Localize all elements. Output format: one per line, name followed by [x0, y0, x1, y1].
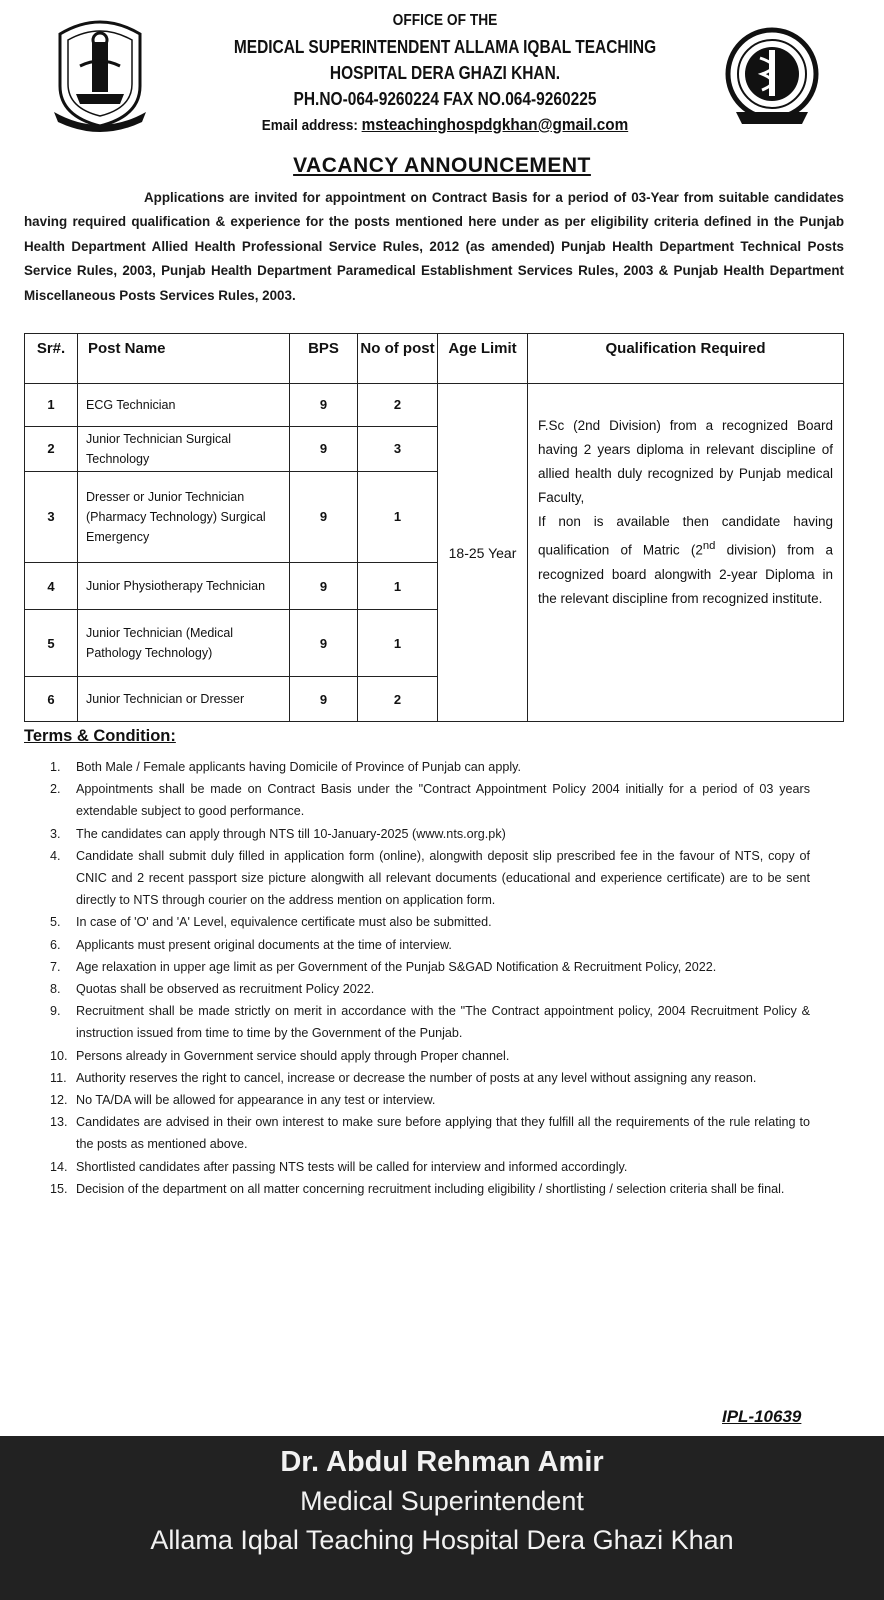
term-text: Appointments shall be made on Contract Basis under the "Contract Appointment Policy 2004 initially for a period of 03 years extendable subject to good performance. [76, 782, 810, 819]
ipl-reference: IPL-10639 [722, 1407, 802, 1426]
office-line: OFFICE OF THE [392, 12, 498, 29]
qualification-alt-text-b: division) from a recognized board alongwith 2-year Diploma in the relevant discipline from recognized institute. [538, 542, 834, 606]
cell-bps: 9 [290, 426, 358, 471]
intro-paragraph [24, 186, 844, 308]
office-name-line: MEDICAL SUPERINTENDENT ALLAMA IQBAL TEACHING [233, 37, 657, 57]
contact-numbers-line: PH.NO-064-9260224 FAX NO.064-9260225 [293, 89, 597, 109]
age-limit-text: 18-25 Year [448, 544, 517, 561]
term-item [50, 1067, 810, 1089]
header-no-of-post: No of post [358, 334, 438, 384]
term-text: Quotas shall be observed as recruitment Policy 2022. [76, 982, 375, 997]
terms-heading: Terms & Condition: [24, 727, 176, 745]
term-text: Candidate shall submit duly filled in application form (online), alongwith deposit slip prescribed fee in the favour of NTS, copy of CNIC and 2 recent passport size picture alongwith all relevant documents (educational and experience certificate) are to be sent directly to NTS through courier on the address mention on application form. [76, 848, 810, 908]
term-number: 15. [50, 1181, 68, 1196]
term-item [50, 956, 810, 978]
term-text: Persons already in Government service should apply through Proper channel. [76, 1048, 510, 1063]
intro-text: Applications are invited for appointment on Contract Basis for a period of 03-Year from suitable candidates having required qualification & experience for the posts mentioned here under as per eligibility criteria defined in the Punjab Health Department Allied Health Professional Service Rules, 2012 (as amended) Punjab Health Department Technical Posts Service Rules, 2003, Punjab Health Department Paramedical Establishment Services Rules, 2003 & Punjab Health Department Miscellaneous Posts Services Rules, 2003. [24, 190, 844, 303]
header-bps: BPS [290, 334, 358, 384]
qualification-alt-sup: nd [702, 540, 716, 552]
term-text: Age relaxation in upper age limit as per Government of the Punjab S&GAD Notification & Recruitment Policy, 2022. [76, 959, 717, 974]
term-text: Candidates are advised in their own interest to make sure before applying that they fulfill all the requirements of the rule relating to the posts as mentioned above. [76, 1115, 810, 1152]
signatory-organization: Allama Iqbal Teaching Hospital Dera Ghazi Khan [150, 1525, 734, 1555]
cell-count: 2 [358, 384, 438, 427]
signature-footer [0, 1436, 884, 1600]
term-item [50, 823, 810, 845]
cell-post-name: Junior Physiotherapy Technician [78, 563, 290, 610]
header-age-limit: Age Limit [438, 334, 528, 384]
term-item [50, 845, 810, 912]
cell-bps: 9 [290, 677, 358, 722]
term-text: Decision of the department on all matter concerning recruitment including eligibility / shortlisting / selection criteria shall be final. [76, 1181, 785, 1196]
cell-post-name: ECG Technician [78, 384, 290, 427]
cell-post-name: Junior Technician (Medical Pathology Technology) [78, 609, 290, 676]
header-qualification: Qualification Required [528, 334, 844, 384]
term-item [50, 1156, 810, 1178]
term-text: Recruitment shall be made strictly on merit in accordance with the "The Contract appointment policy, 2004 Recruitment Policy & instruction issued from time to time by the Government of the Punjab. [76, 1004, 810, 1041]
term-number: 13. [50, 1115, 68, 1130]
term-number: 6. [50, 937, 61, 952]
term-number: 11. [50, 1070, 67, 1085]
email-row [189, 112, 702, 139]
cell-sr: 3 [25, 471, 78, 563]
term-item [50, 778, 810, 822]
email-address: msteachinghospdgkhan@gmail.com [361, 115, 629, 134]
term-number: 4. [50, 848, 61, 863]
qualification-primary: F.Sc (2nd Division) from a recognized Board having 2 years diploma in relevant discipline of allied health duly recognized by Punjab medical Faculty, [538, 418, 833, 505]
term-number: 2. [50, 782, 61, 797]
term-item [50, 1178, 810, 1200]
posts-table [24, 333, 843, 722]
cell-age-limit [438, 384, 528, 722]
term-item [50, 1089, 810, 1111]
letterhead [0, 6, 884, 156]
term-number: 3. [50, 826, 61, 841]
term-number: 14. [50, 1159, 68, 1174]
header-post-name: Post Name [78, 334, 290, 384]
term-number: 12. [50, 1093, 68, 1108]
term-text: Authority reserves the right to cancel, increase or decrease the number of posts at any level without assigning any reason. [76, 1070, 757, 1085]
cell-post-name: Dresser or Junior Technician (Pharmacy Technology) Surgical Emergency [78, 471, 290, 563]
term-text: Both Male / Female applicants having Domicile of Province of Punjab can apply. [76, 760, 521, 774]
cell-post-name: Junior Technician or Dresser [78, 677, 290, 722]
signatory-designation: Medical Superintendent [300, 1486, 584, 1516]
letterhead-text [160, 8, 730, 139]
table-header-row [25, 334, 844, 384]
cell-count: 1 [358, 563, 438, 610]
qualification-alt-text-a: If non is available then candidate having qualification of Matric (2 [538, 514, 833, 558]
cell-count: 3 [358, 426, 438, 471]
term-number: 8. [50, 982, 61, 997]
term-text: Shortlisted candidates after passing NTS tests will be called for interview and informed accordingly. [76, 1159, 628, 1174]
term-item [50, 978, 810, 1000]
term-text: Applicants must present original documents at the time of interview. [76, 937, 452, 952]
term-number: 5. [50, 915, 61, 930]
term-text: No TA/DA will be allowed for appearance in any test or interview. [76, 1093, 436, 1108]
term-item [50, 934, 810, 956]
terms-list [50, 756, 810, 1200]
page-title: VACANCY ANNOUNCEMENT [293, 154, 591, 177]
cell-bps: 9 [290, 563, 358, 610]
health-department-emblem-icon [722, 22, 822, 132]
cell-post-name: Junior Technician Surgical Technology [78, 426, 290, 471]
term-item [50, 1111, 810, 1155]
cell-sr: 6 [25, 677, 78, 722]
qualification-alternative [538, 510, 833, 611]
cell-bps: 9 [290, 471, 358, 563]
cell-count: 1 [358, 471, 438, 563]
hospital-emblem-icon [50, 16, 150, 134]
term-number: 10. [50, 1048, 68, 1063]
signatory-name: Dr. Abdul Rehman Amir [280, 1446, 604, 1478]
cell-bps: 9 [290, 384, 358, 427]
term-number: 7. [50, 959, 61, 974]
email-label: Email address: [261, 117, 358, 134]
term-item [50, 756, 810, 778]
term-item [50, 1045, 810, 1067]
cell-sr: 1 [25, 384, 78, 427]
cell-sr: 2 [25, 426, 78, 471]
cell-count: 1 [358, 609, 438, 676]
term-text: In case of 'O' and 'A' Level, equivalence certificate must also be submitted. [76, 915, 492, 930]
hospital-location-line: HOSPITAL DERA GHAZI KHAN. [329, 63, 561, 83]
term-number: 1. [50, 760, 61, 774]
table-row [25, 384, 844, 427]
cell-bps: 9 [290, 609, 358, 676]
cell-sr: 5 [25, 609, 78, 676]
term-item [50, 911, 810, 933]
term-text: The candidates can apply through NTS till 10-January-2025 (www.nts.org.pk) [76, 826, 506, 841]
term-number: 9. [50, 1004, 61, 1019]
cell-qualification [528, 384, 844, 722]
term-item [50, 1000, 810, 1044]
header-sr: Sr#. [25, 334, 78, 384]
cell-count: 2 [358, 677, 438, 722]
cell-sr: 4 [25, 563, 78, 610]
